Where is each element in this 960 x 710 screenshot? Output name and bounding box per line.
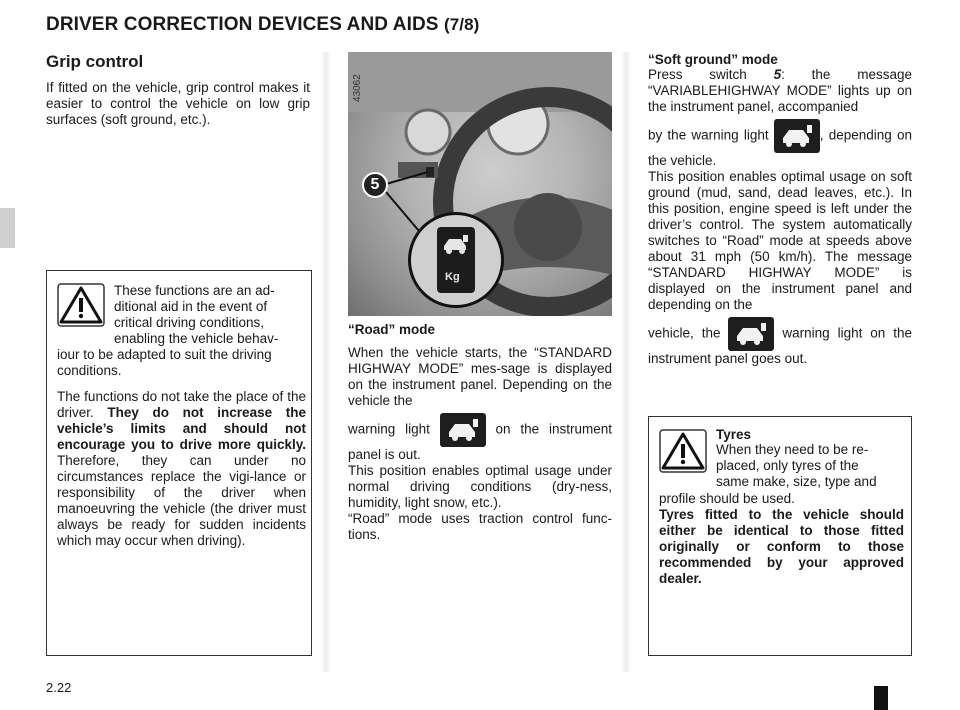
corner-marker	[874, 686, 888, 710]
page-title	[46, 14, 479, 36]
switch-number: 5	[773, 67, 782, 82]
road-mode-heading: “Road” mode	[348, 322, 436, 337]
soft-ground-paragraph-1: Press switch 5: the message “VARIABLEHIGHWAY MODE” lights up on the instrument panel, accompanied	[648, 67, 912, 114]
warning-lines-bottom	[57, 347, 306, 379]
warning-box	[46, 270, 312, 656]
grip-control-switch	[437, 227, 475, 293]
soft-ground-paragraph-2: by the warning light , depending on the vehicle.	[648, 119, 912, 169]
page-fraction: (7/8)	[443, 15, 480, 34]
road-mode-section	[348, 322, 612, 543]
warning-p2-end: Therefore, they can under no circumstances replace the vigi-lance or responsibility of the driver when manoeuvring the vehicle (the driver must always be ready for sudden incidents which may occur when driving).	[57, 453, 306, 548]
tyres-line: placed, only tyres of the	[716, 458, 859, 473]
grip-warning-light-icon	[774, 119, 820, 153]
warning-line: conditions.	[57, 363, 122, 378]
warning-triangle-icon	[659, 429, 707, 473]
warning-line: ditional aid in the event of	[114, 299, 268, 314]
warning-triangle-icon	[57, 283, 105, 327]
column-divider-right	[621, 52, 631, 672]
road-mode-paragraph-3: This position enables optimal usage under normal driving conditions (dry-ness, humidity, light snow, etc.).	[348, 463, 612, 510]
tyres-top-text	[716, 427, 904, 490]
soft-ground-section	[648, 52, 912, 367]
warning-line: iour to be adapted to suit the driving	[57, 347, 272, 362]
page-title-text: DRIVER CORRECTION DEVICES AND AIDS	[46, 14, 439, 35]
tyres-bold-paragraph: Tyres fitted to the vehicle should either be identical to those fitted originally or conform to those recommended by your approved dealer.	[659, 507, 904, 586]
tyres-bottom-text	[659, 491, 904, 587]
kg-label: Kg	[445, 271, 460, 283]
grip-warning-light-icon	[728, 317, 774, 351]
warning-line: critical driving conditions,	[114, 315, 265, 330]
road-mode-paragraph-2: warning light on the instrument panel is out.	[348, 413, 612, 463]
tyres-heading: Tyres	[716, 427, 752, 442]
warning-lines-top	[114, 283, 306, 347]
road-mode-paragraph-4: “Road” mode uses traction control func-tions.	[348, 511, 612, 542]
grip-control-icon	[441, 233, 471, 255]
tyres-warning-box	[648, 416, 912, 656]
callout-number: 5	[370, 176, 380, 193]
grip-warning-light-icon	[440, 413, 486, 447]
tyres-line: same make, size, type and	[716, 474, 877, 489]
tyres-line: When they need to be re-	[716, 442, 869, 457]
callout-number-badge	[362, 172, 388, 198]
soft-ground-heading: “Soft ground” mode	[648, 52, 778, 67]
chapter-side-tab	[0, 208, 15, 248]
road-mode-paragraph-1: When the vehicle starts, the “STANDARD HIGHWAY MODE” mes-sage is displayed on the instrument panel. Depending on the vehicle the	[348, 345, 612, 408]
warning-line: enabling the vehicle behav-	[114, 331, 279, 346]
intro-paragraph: If fitted on the vehicle, grip control makes it easier to control the vehicle on low grip surfaces (soft ground, etc.).	[46, 80, 310, 127]
warning-line: These functions are an ad-	[114, 283, 275, 298]
dashboard-photo	[348, 52, 612, 316]
section-heading: Grip control	[46, 52, 144, 71]
switch-zoom-circle	[408, 212, 504, 308]
page-number: 2.22	[46, 680, 72, 695]
column-divider-left	[321, 52, 331, 672]
warning-p2-start: The functions do not take the place of the driver.	[57, 389, 306, 420]
figure-id: 43062	[352, 74, 363, 102]
soft-ground-paragraph-4: vehicle, the warning light on the instrument panel goes out.	[648, 317, 912, 367]
tyres-line: profile should be used.	[659, 491, 795, 506]
warning-paragraph-2	[57, 389, 306, 549]
soft-ground-paragraph-3: This position enables optimal usage on soft ground (mud, sand, dead leaves, etc.). In this position, engine speed is left under the driver’s control. The system automatically switches to “Road” mode at speeds above about 31 mph (50 km/h). The message “STANDARD HIGHWAY MODE” is displayed on the instrument panel and depending on the	[648, 169, 912, 312]
warning-p2-bold: They do not increase the vehicle’s limits and should not encourage you to drive more quickly.	[57, 405, 306, 452]
